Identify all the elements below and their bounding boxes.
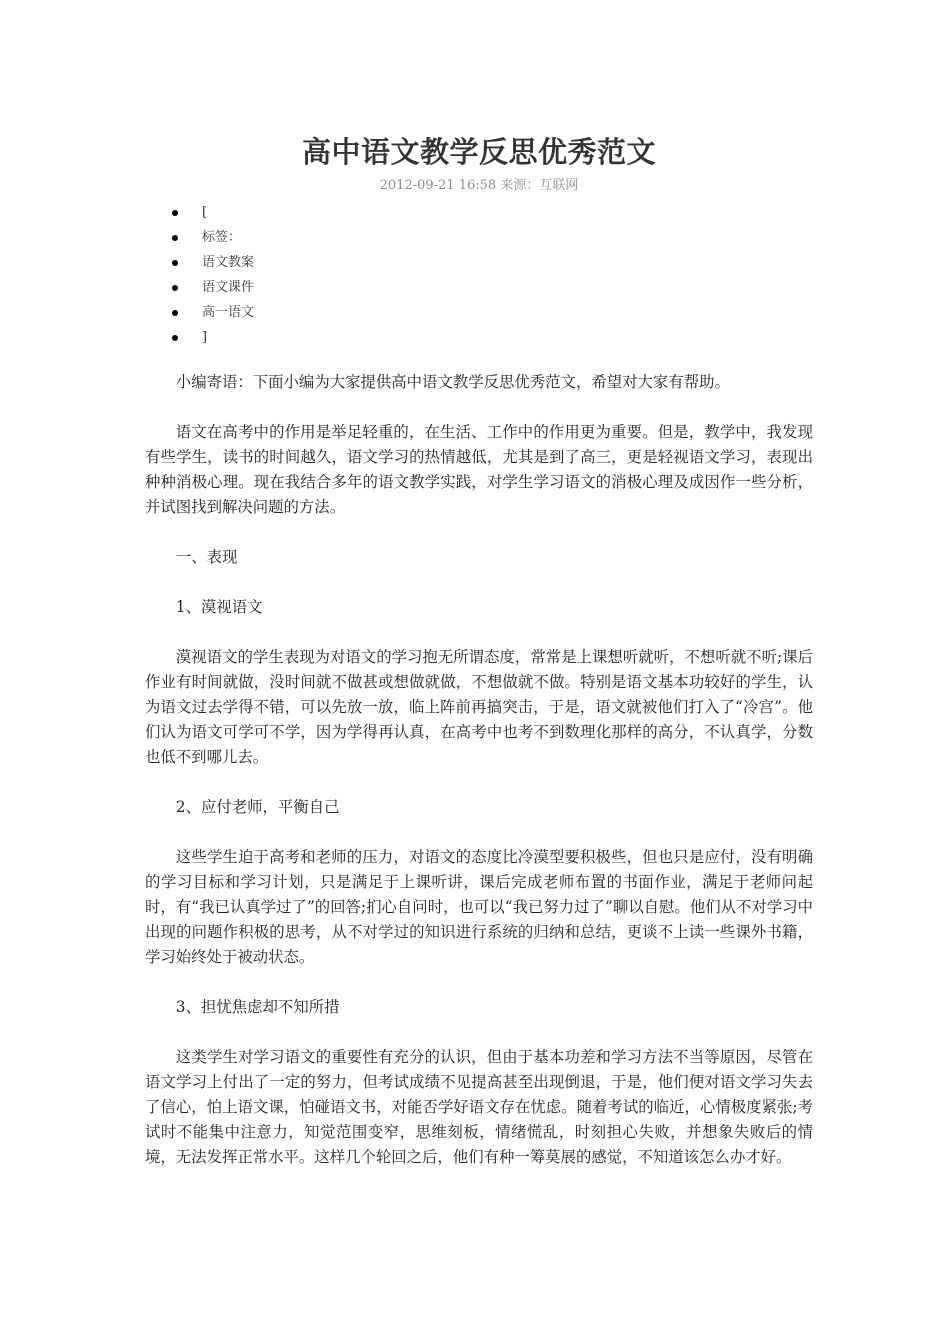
bullet-icon <box>172 310 178 316</box>
tag-bracket-close: ] <box>202 330 208 345</box>
article-title: 高中语文教学反思优秀范文 <box>301 135 656 169</box>
subsection-heading: 1、漠视语文 <box>175 598 263 616</box>
article-meta: 2012-09-21 16:58 来源：互联网 <box>379 178 579 193</box>
tag-heading: 标签： <box>202 230 242 245</box>
editor-note: 小编寄语：下面小编为大家提供高中语文教学反思优秀范文，希望对大家有帮助。 <box>175 373 730 391</box>
tag-link-yuwen-kejian[interactable]: 语文课件 <box>202 280 255 295</box>
tag-bracket-open: [ <box>202 205 208 220</box>
tag-list-item <box>145 200 813 225</box>
bullet-icon <box>172 235 178 241</box>
subsection-heading: 3、担忧焦虑却不知所措 <box>175 998 340 1016</box>
body-paragraph: 漠视语文的学生表现为对语文的学习抱无所谓态度，常常是上课想听就听，不想听就不听;课后作业有时间就做，没时间就不做甚或想做就做，不想做就不做。特别是语文基本功较好的学生，认为语文过去学得不错，可以先放一放，临上阵前再搞突击，于是，语文就被他们打入了“冷宫”。他们认为语文可学可不学，因为学得再认真，在高考中也考不到数理化那样的高分，不认真学，分数也低不到哪儿去。 <box>145 648 813 766</box>
bullet-icon <box>172 210 178 216</box>
body-paragraph: 这类学生对学习语文的重要性有充分的认识，但由于基本功差和学习方法不当等原因，尽管在语文学习上付出了一定的努力，但考试成绩不见提高甚至出现倒退，于是，他们便对语文学习失去了信心，怕上语文课，怕碰语文书，对能否学好语文存在忧虑。随着考试的临近，心情极度紧张;考试时不能集中注意力，知觉范围变窄，思维刻板，情绪慌乱，时刻担心失败，并想象失败后的情境，无法发挥正常水平。这样几个轮回之后，他们有种一筹莫展的感觉，不知道该怎么办才好。 <box>145 1048 813 1166</box>
tag-link-yuwen-jiaoan[interactable]: 语文教案 <box>202 255 255 270</box>
section-heading: 一、表现 <box>175 548 238 566</box>
bullet-icon <box>172 335 178 341</box>
article <box>145 132 813 1170</box>
tag-list <box>145 200 813 350</box>
body-paragraph: 语文在高考中的作用是举足轻重的，在生活、工作中的作用更为重要。但是，教学中，我发现有些学生，读书的时间越久，语文学习的热情越低，尤其是到了高三，更是轻视语文学习，表现出种种消极心理。现在我结合多年的语文教学实践，对学生学习语文的消极心理及成因作一些分析，并试图找到解决问题的方法。 <box>145 423 813 516</box>
tag-list-item[interactable] <box>145 300 813 325</box>
tag-list-item[interactable] <box>145 250 813 275</box>
subsection-heading: 2、应付老师，平衡自己 <box>175 798 340 816</box>
bullet-icon <box>172 260 178 266</box>
tag-list-item <box>145 325 813 350</box>
tag-link-gaoyi-yuwen[interactable]: 高一语文 <box>202 305 255 320</box>
bullet-icon <box>172 285 178 291</box>
tag-list-item[interactable] <box>145 275 813 300</box>
tag-list-item <box>145 225 813 250</box>
body-paragraph: 这些学生迫于高考和老师的压力，对语文的态度比冷漠型要积极些，但也只是应付，没有明确的学习目标和学习计划，只是满足于上课听讲，课后完成老师布置的书面作业，满足于老师问起时，有“我已认真学过了”的回答;扪心自问时，也可以“我已努力过了”聊以自慰。他们从不对学习中出现的问题作积极的思考，从不对学过的知识进行系统的归纳和总结，更谈不上读一些课外书籍，学习始终处于被动状态。 <box>145 848 813 966</box>
